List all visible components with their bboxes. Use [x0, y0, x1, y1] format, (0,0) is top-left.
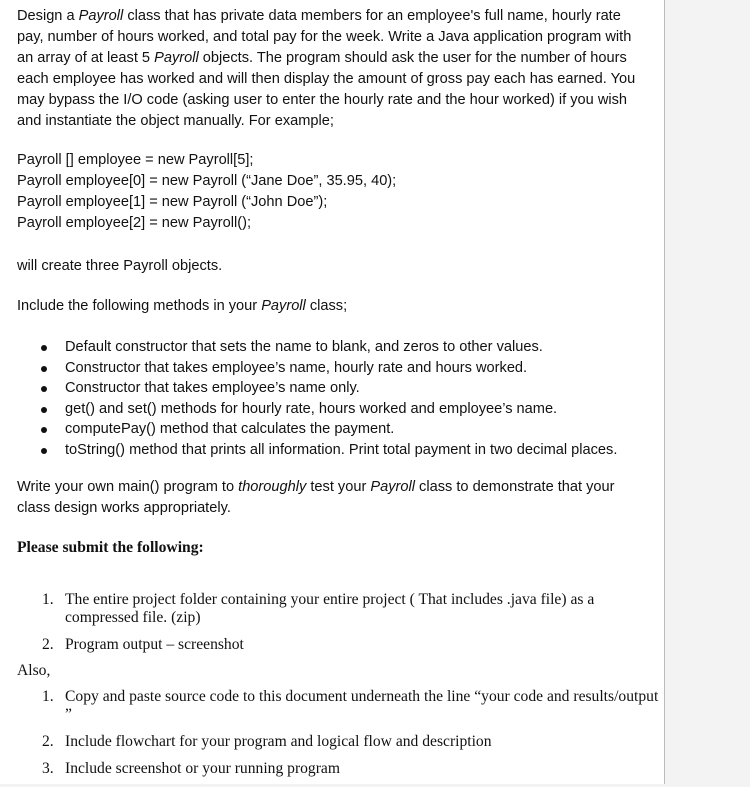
also-list-item	[17, 733, 664, 751]
submit-list-item	[17, 636, 664, 654]
submit-item-text: Program output – screenshot	[65, 636, 244, 653]
intro-text-3: objects. The program should ask the user for the number of hours each employee has worked and will then display the amount of gross pay each has earned. You may bypass the I/O code (asking user to enter the hourly rate and the hour worked) if you wish and instantiate the object manually. For example;	[17, 50, 636, 129]
intro-text-2: class that has private data members for an employee's full name, hourly rate pay, number of hours worked, and total pay for the week. Write a Java application program with an array of at least 5	[17, 8, 632, 66]
method-text: Default constructor that sets the name to blank, and zeros to other values.	[65, 339, 543, 355]
methods-intro-pre: Include the following methods in your	[17, 298, 262, 314]
bullet-icon	[41, 386, 47, 392]
methods-list-item	[17, 358, 617, 379]
bullet-icon	[41, 407, 47, 413]
method-text: toString() method that prints all information. Print total payment in two decimal places.	[65, 441, 618, 458]
methods-list-item	[17, 378, 617, 399]
payroll-term: Payroll	[370, 479, 415, 495]
main-text-pre: Write your own main() program to	[17, 479, 239, 495]
also-item-text: Include screenshot or your running program	[65, 760, 340, 777]
also-list-item	[17, 760, 664, 778]
code-line: Payroll employee[1] = new Payroll (“John Doe”);	[17, 194, 328, 210]
submit-item-text: The entire project folder containing your entire project ( That includes .java file) as a compressed file. (zip)	[65, 591, 595, 626]
also-list-item	[17, 688, 664, 724]
payroll-term: Payroll	[154, 50, 199, 66]
after-code-text: will create three Payroll objects.	[17, 258, 223, 274]
methods-list	[17, 337, 617, 460]
bullet-icon	[41, 366, 47, 372]
submit-heading: Please submit the following:	[17, 539, 204, 556]
methods-intro	[17, 296, 647, 317]
code-line: Payroll [] employee = new Payroll[5];	[17, 152, 254, 168]
intro-paragraph	[17, 6, 647, 132]
methods-list-item	[17, 440, 617, 461]
payroll-term: Payroll	[78, 8, 124, 24]
bullet-icon	[41, 448, 47, 454]
bullet-icon	[41, 345, 47, 351]
code-line: Payroll employee[2] = new Payroll();	[17, 215, 252, 231]
main-text-mid: test your	[306, 479, 371, 495]
thoroughly-term: thoroughly	[238, 479, 307, 495]
payroll-term: Payroll	[261, 298, 306, 314]
code-example	[17, 150, 647, 234]
intro-text-1: Design a	[17, 8, 79, 24]
list-number: 2.	[42, 636, 54, 653]
method-text: Constructor that takes employee’s name, hourly rate and hours worked.	[65, 359, 528, 376]
method-text: get() and set() methods for hourly rate, hours worked and employee’s name.	[65, 400, 558, 417]
list-number: 1.	[42, 591, 54, 608]
main-paragraph	[17, 477, 647, 519]
methods-intro-post: class;	[305, 298, 348, 314]
methods-list-item	[17, 419, 617, 440]
methods-list-item	[17, 337, 617, 358]
list-number: 1.	[42, 688, 54, 705]
list-number: 2.	[42, 733, 54, 750]
main-text-post: class to demonstrate that your class design works appropriately.	[17, 479, 615, 516]
also-list	[17, 688, 664, 787]
also-label: Also,	[17, 662, 51, 679]
list-number: 3.	[42, 760, 54, 777]
also-item-text: Include flowchart for your program and logical flow and description	[65, 733, 492, 750]
submit-list-item	[17, 591, 664, 627]
method-text: Constructor that takes employee’s name only.	[65, 380, 360, 396]
methods-list-item	[17, 399, 617, 420]
submit-list	[17, 591, 664, 654]
bullet-icon	[41, 427, 47, 433]
code-line: Payroll employee[0] = new Payroll (“Jane Doe”, 35.95, 40);	[17, 173, 397, 189]
also-item-text: Copy and paste source code to this document underneath the line “your code and results/output ”	[65, 688, 659, 723]
method-text: computePay() method that calculates the payment.	[65, 421, 395, 437]
